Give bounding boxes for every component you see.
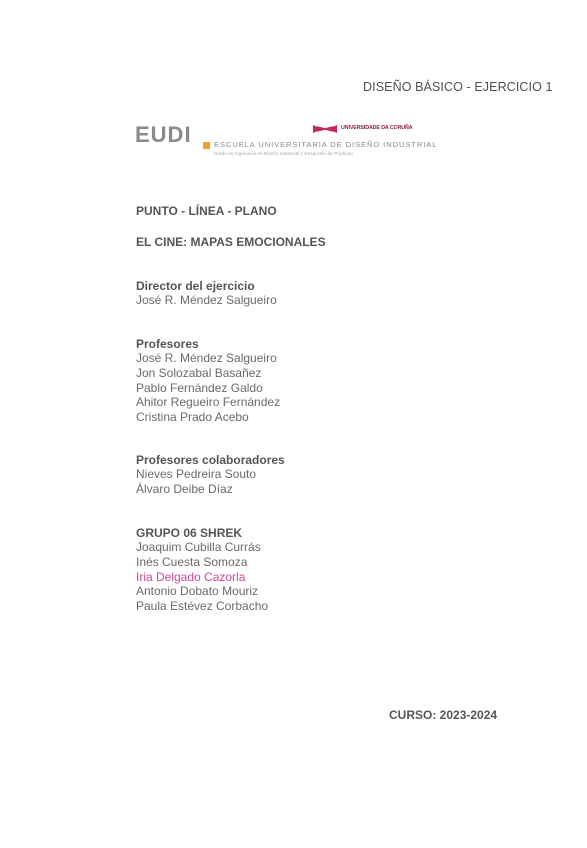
list-item: Inés Cuesta Somoza bbox=[136, 554, 248, 569]
topic-line-2: EL CINE: MAPAS EMOCIONALES bbox=[136, 235, 326, 249]
list-item: Joaquim Cubilla Currás bbox=[136, 540, 261, 554]
eudi-logo-text: EUDI bbox=[135, 122, 192, 147]
grupo-heading: GRUPO 06 SHREK bbox=[136, 526, 243, 540]
university-emblem-icon bbox=[313, 123, 337, 135]
document-header-title: DISEÑO BÁSICO - EJERCICIO 1 bbox=[363, 80, 553, 94]
university-name: UNIVERSIDADE DA CORUÑA bbox=[341, 125, 413, 131]
colaboradores-heading: Profesores colaboradores bbox=[136, 453, 285, 467]
course-year: CURSO: 2023-2024 bbox=[389, 708, 498, 722]
colaboradores-list bbox=[136, 467, 256, 497]
profesores-heading: Profesores bbox=[136, 337, 199, 351]
list-item-highlighted: Iria Delgado Cazorla bbox=[136, 569, 246, 584]
topic-line-1: PUNTO - LÍNEA - PLANO bbox=[136, 204, 277, 218]
list-item: Pablo Fernández Galdo bbox=[136, 380, 263, 395]
list-item: Ahitor Regueiro Fernández bbox=[136, 395, 281, 410]
grupo-list bbox=[136, 540, 268, 614]
director-heading: Director del ejercicio bbox=[136, 279, 255, 293]
list-item: Cristina Prado Acebo bbox=[136, 410, 249, 425]
profesores-list bbox=[136, 351, 280, 425]
eudi-logo bbox=[135, 120, 438, 160]
director-name: José R. Méndez Salgueiro bbox=[136, 293, 277, 307]
list-item: Jon Solozabal Basañez bbox=[136, 365, 262, 380]
list-item: Álvaro Deibe Díaz bbox=[136, 481, 233, 496]
eudi-accent-square bbox=[203, 142, 210, 149]
school-name: ESCUELA UNIVERSITARIA DE DISEÑO INDUSTRIAL bbox=[214, 140, 438, 149]
list-item: José R. Méndez Salgueiro bbox=[136, 351, 277, 365]
school-subtitle: Grado en Ingeniería en Diseño Industrial y Desarrollo de Producto bbox=[214, 151, 353, 156]
list-item: Paula Estévez Corbacho bbox=[136, 599, 269, 614]
list-item: Nieves Pedreira Souto bbox=[136, 467, 257, 481]
list-item: Antonio Dobato Mouriz bbox=[136, 584, 259, 599]
